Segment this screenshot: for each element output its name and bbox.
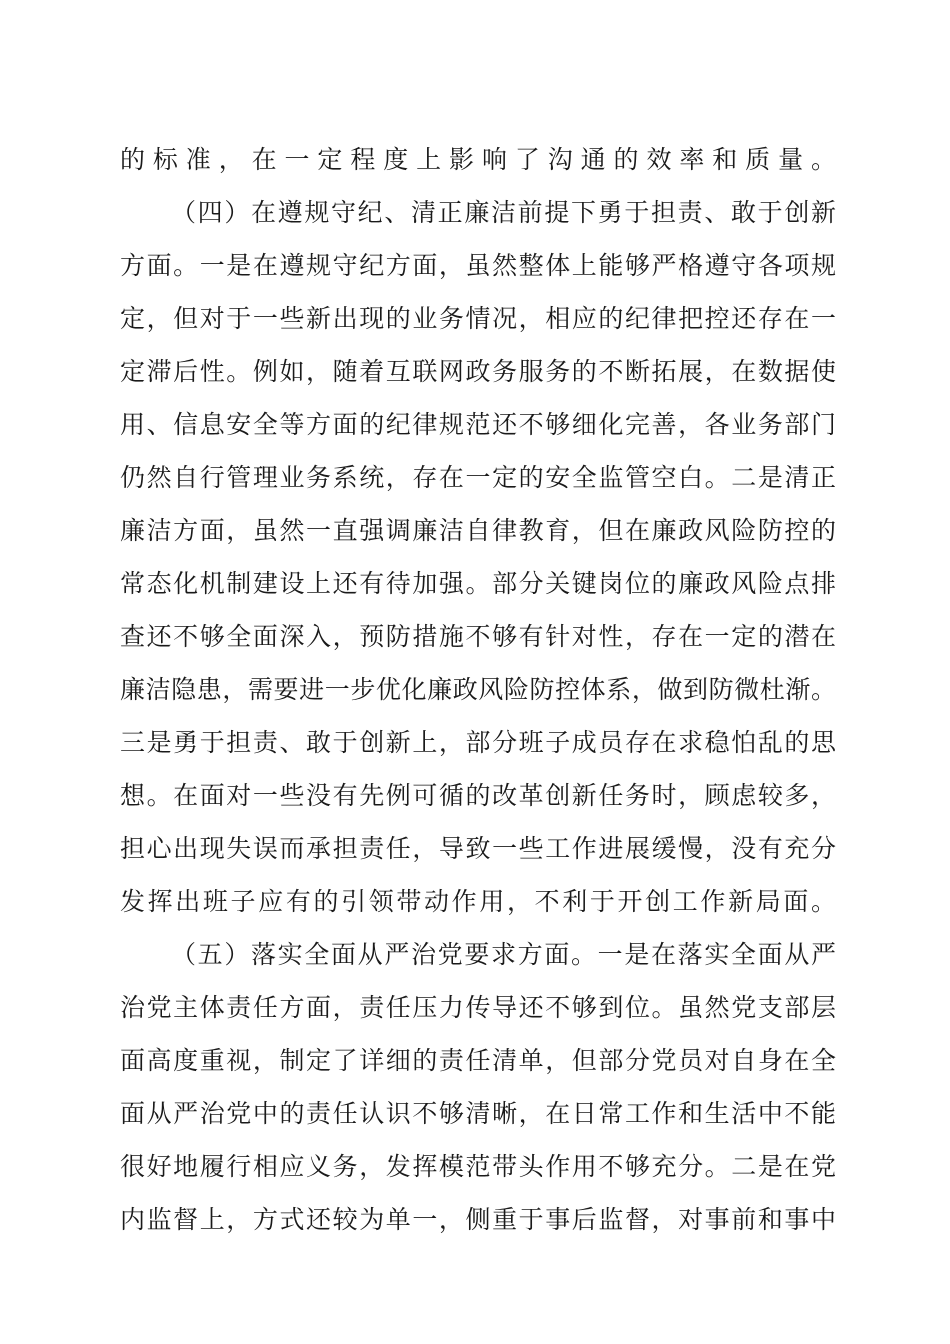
- text-line: 查还不够全面深入，预防措施不够有针对性，存在一定的潜在: [120, 622, 838, 651]
- text-line: 廉洁方面，虽然一直强调廉洁自律教育，但在廉政风险防控的: [120, 516, 838, 545]
- text-line: 的标准，在一定程度上影响了沟通的效率和质量。: [120, 145, 844, 174]
- text-line: 担心出现失误而承担责任，导致一些工作进展缓慢，没有充分: [120, 834, 838, 863]
- text-line: 很好地履行相应义务，发挥模范带头作用不够充分。二是在党: [120, 1152, 838, 1181]
- text-line: 三是勇于担责、敢于创新上，部分班子成员存在求稳怕乱的思: [120, 728, 838, 757]
- text-line: 仍然自行管理业务系统，存在一定的安全监管空白。二是清正: [120, 463, 838, 492]
- text-line: 常态化机制建设上还有待加强。部分关键岗位的廉政风险点排: [120, 569, 838, 598]
- text-line: 面高度重视，制定了详细的责任清单，但部分党员对自身在全: [120, 1046, 838, 1075]
- text-line: 定滞后性。例如，随着互联网政务服务的不断拓展，在数据使: [120, 357, 838, 386]
- section-heading-line: （四）在遵规守纪、清正廉洁前提下勇于担责、敢于创新: [171, 198, 838, 227]
- text-line: 发挥出班子应有的引领带动作用，不利于开创工作新局面。: [120, 887, 839, 916]
- text-line: 内监督上，方式还较为单一，侧重于事后监督，对事前和事中: [120, 1205, 838, 1234]
- section-heading-line: （五）落实全面从严治党要求方面。一是在落实全面从严: [171, 940, 838, 969]
- text-line: 治党主体责任方面，责任压力传导还不够到位。虽然党支部层: [120, 993, 838, 1022]
- text-line: 用、信息安全等方面的纪律规范还不够细化完善，各业务部门: [120, 410, 838, 439]
- text-line: 想。在面对一些没有先例可循的改革创新任务时，顾虑较多，: [120, 781, 838, 810]
- text-line: 面从严治党中的责任认识不够清晰，在日常工作和生活中不能: [120, 1099, 838, 1128]
- text-line: 方面。一是在遵规守纪方面，虽然整体上能够严格遵守各项规: [120, 251, 838, 280]
- text-line: 廉洁隐患，需要进一步优化廉政风险防控体系，做到防微杜渐。: [120, 675, 837, 704]
- text-line: 定，但对于一些新出现的业务情况，相应的纪律把控还存在一: [120, 304, 838, 333]
